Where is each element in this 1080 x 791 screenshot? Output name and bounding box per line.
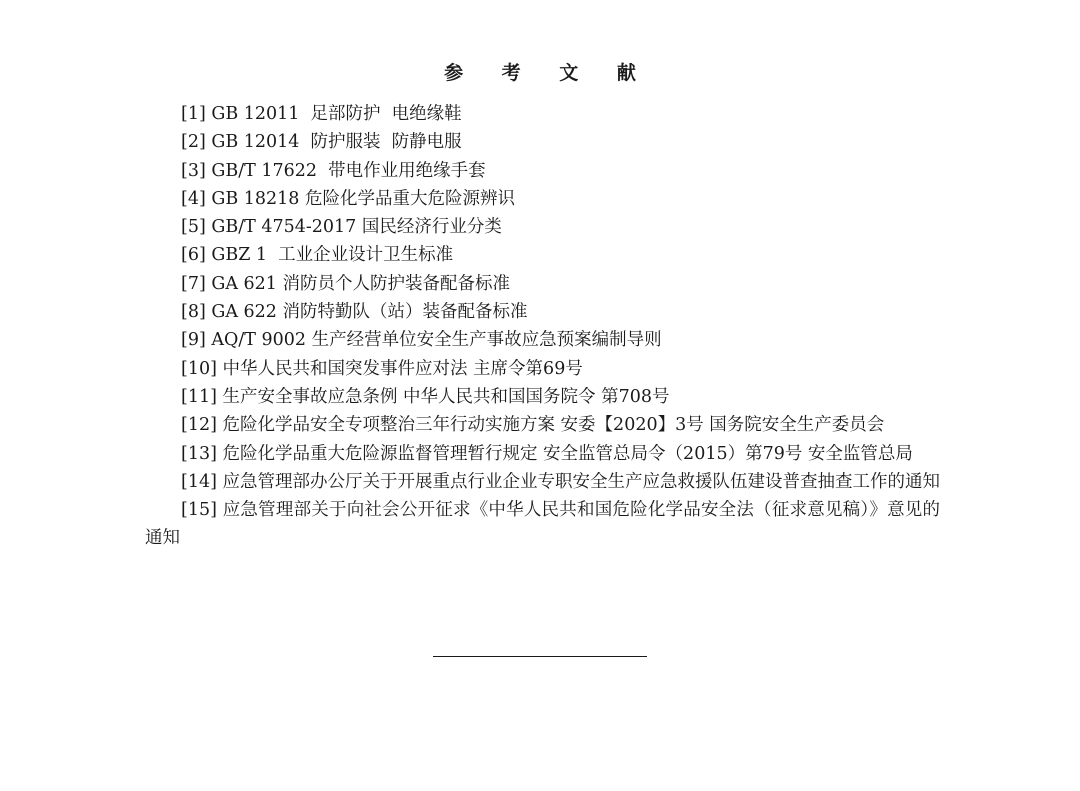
reference-item [145,355,940,383]
reference-text: GB/T 4754-2017 国民经济行业分类 [205,217,502,238]
reference-text: AQ/T 9002 生产经营单位安全生产事故应急预案编制导则 [205,330,662,351]
reference-text: 生产安全事故应急条例 中华人民共和国国务院令 第708号 [216,386,670,407]
reference-item [145,213,940,241]
reference-number: [1] [181,104,206,124]
reference-text: 危险化学品安全专项整治三年行动实施方案 安委【2020】3号 国务院安全生产委员会 [216,415,885,436]
reference-text: GA 622 消防特勤队（站）装备配备标准 [205,302,528,323]
reference-text: GB/T 17622 带电作业用绝缘手套 [205,160,486,181]
reference-item [145,157,940,185]
reference-text: GB 18218 危险化学品重大危险源辨识 [205,188,515,209]
reference-text: 应急管理部关于向社会公开征求《中华人民共和国危险化学品安全法（征求意见稿）》意见的通知 [145,500,940,549]
end-rule-divider [433,656,647,657]
reference-number: [8] [181,302,206,323]
reference-number: [12] [181,415,217,436]
reference-item [145,411,940,439]
reference-list [145,100,940,553]
page-title: 参 考 文 献 [444,62,652,84]
reference-item [145,241,940,269]
reference-item [145,185,940,213]
reference-text: GB 12014 防护服装 防静电服 [205,132,462,153]
reference-number: [3] [181,160,206,181]
reference-text: GB 12011 足部防护 电绝缘鞋 [205,104,462,124]
reference-number: [10] [181,358,217,379]
reference-number: [4] [181,188,206,209]
reference-number: [7] [181,273,206,294]
reference-item [145,383,940,411]
reference-item [145,496,940,553]
reference-text: GBZ 1 工业企业设计卫生标准 [205,245,454,266]
reference-number: [15] [181,500,217,521]
reference-item [145,468,940,496]
reference-text: GA 621 消防员个人防护装备配备标准 [205,273,511,294]
reference-text: 中华人民共和国突发事件应对法 主席令第69号 [216,358,583,379]
reference-item [145,128,940,156]
reference-number: [9] [181,330,206,351]
reference-number: [6] [181,245,206,266]
reference-number: [11] [181,386,217,407]
reference-number: [14] [181,471,217,492]
reference-text: 应急管理部办公厅关于开展重点行业企业专职安全生产应急救援队伍建设普查抽查工作的通知 [216,471,940,492]
reference-number: [13] [181,443,217,464]
reference-item [145,440,940,468]
reference-number: [2] [181,132,206,153]
reference-item [145,100,940,128]
reference-text: 危险化学品重大危险源监督管理暂行规定 安全监管总局令（2015）第79号 安全监管总局 [216,443,913,464]
reference-item [145,270,940,298]
reference-number: [5] [181,217,206,238]
reference-item [145,298,940,326]
reference-item [145,326,940,354]
